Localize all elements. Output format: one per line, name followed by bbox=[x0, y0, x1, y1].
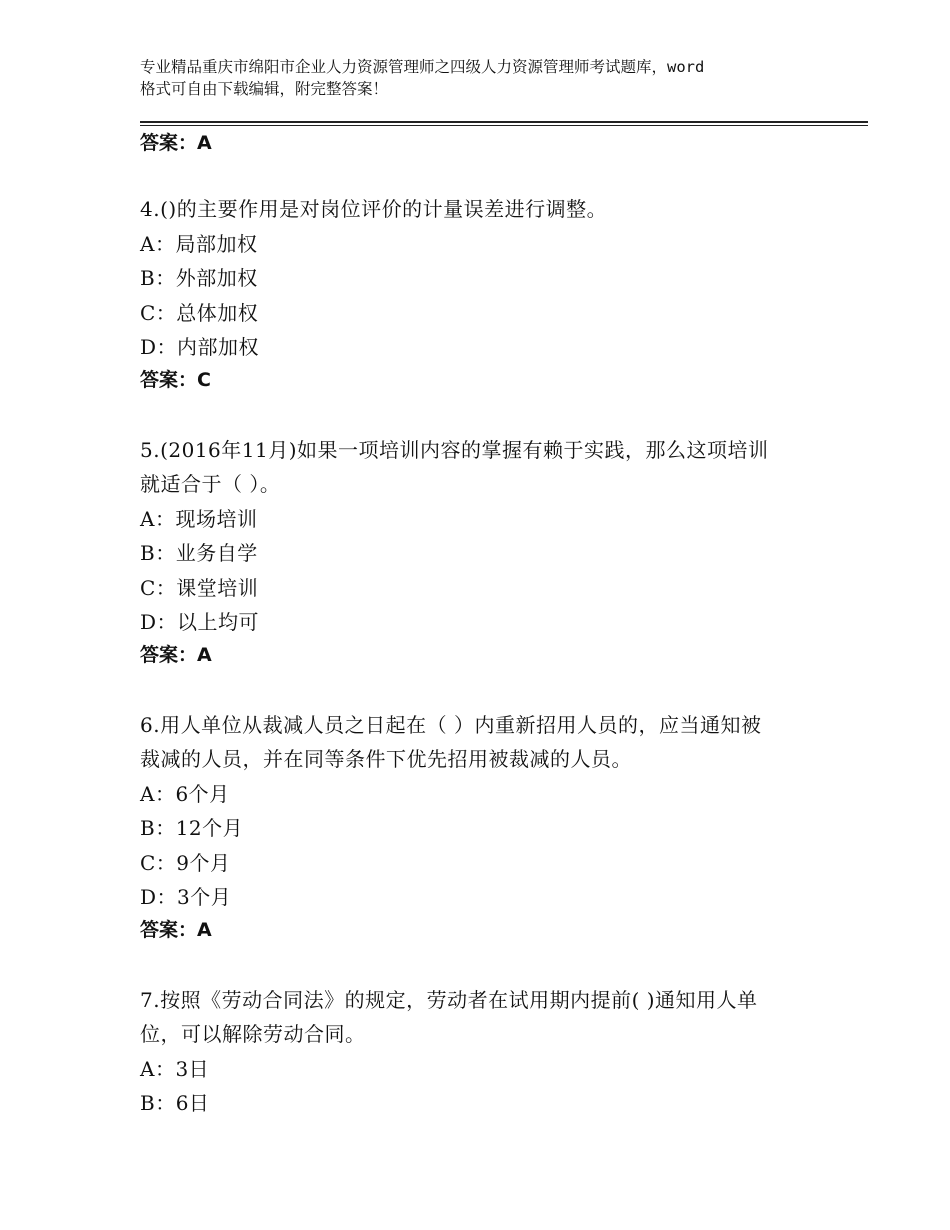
option-a: A：局部加权 bbox=[140, 231, 258, 256]
option-b: B：12个月 bbox=[140, 816, 244, 840]
question-4 bbox=[140, 192, 830, 395]
question-5 bbox=[140, 433, 830, 670]
question-list bbox=[140, 128, 830, 1121]
question-text-line-2: 裁减的人员，并在同等条件下优先招用被裁减的人员。 bbox=[140, 747, 632, 771]
answer-line: 答案：A bbox=[140, 918, 212, 941]
header-title-line-1: 专业精品重庆市绵阳市企业人力资源管理师之四级人力资源管理师考试题库，word bbox=[140, 58, 705, 76]
option-c: C：课堂培训 bbox=[140, 575, 259, 600]
option-a: A：3日 bbox=[140, 1056, 210, 1081]
option-c: C：9个月 bbox=[140, 850, 231, 875]
option-b: B：外部加权 bbox=[140, 266, 258, 290]
option-d: D：内部加权 bbox=[140, 335, 260, 359]
option-a: A：现场培训 bbox=[140, 506, 258, 531]
question-text-line-2: 就适合于（ ）。 bbox=[140, 472, 281, 496]
answer-line: 答案：C bbox=[140, 368, 211, 391]
question-text-line-1: 5.(2016年11月)如果一项培训内容的掌握有赖于实践，那么这项培训 bbox=[140, 437, 769, 462]
answer-line: 答案：A bbox=[140, 643, 212, 666]
option-b: B：业务自学 bbox=[140, 541, 258, 565]
option-d: D：以上均可 bbox=[140, 610, 260, 634]
header-divider-thin bbox=[140, 125, 868, 126]
question-text: 4.()的主要作用是对岗位评价的计量误差进行调整。 bbox=[140, 197, 608, 221]
header-title-line-2: 格式可自由下载编辑，附完整答案！ bbox=[140, 80, 389, 98]
option-a: A：6个月 bbox=[140, 781, 230, 806]
question-7 bbox=[140, 983, 830, 1121]
header-divider-thick bbox=[140, 121, 868, 123]
document-header bbox=[140, 56, 830, 100]
question-6 bbox=[140, 708, 830, 945]
option-b: B：6日 bbox=[140, 1091, 210, 1115]
question-text-line-1: 6.用人单位从裁减人员之日起在（ ）内重新招用人员的，应当通知被 bbox=[140, 712, 762, 737]
option-c: C：总体加权 bbox=[140, 300, 259, 325]
answer-line: 答案：A bbox=[140, 132, 212, 154]
question-text-line-1: 7.按照《劳动合同法》的规定，劳动者在试用期内提前( )通知用人单 bbox=[140, 987, 758, 1012]
question-text-line-2: 位，可以解除劳动合同。 bbox=[140, 1022, 366, 1046]
option-d: D：3个月 bbox=[140, 885, 232, 909]
